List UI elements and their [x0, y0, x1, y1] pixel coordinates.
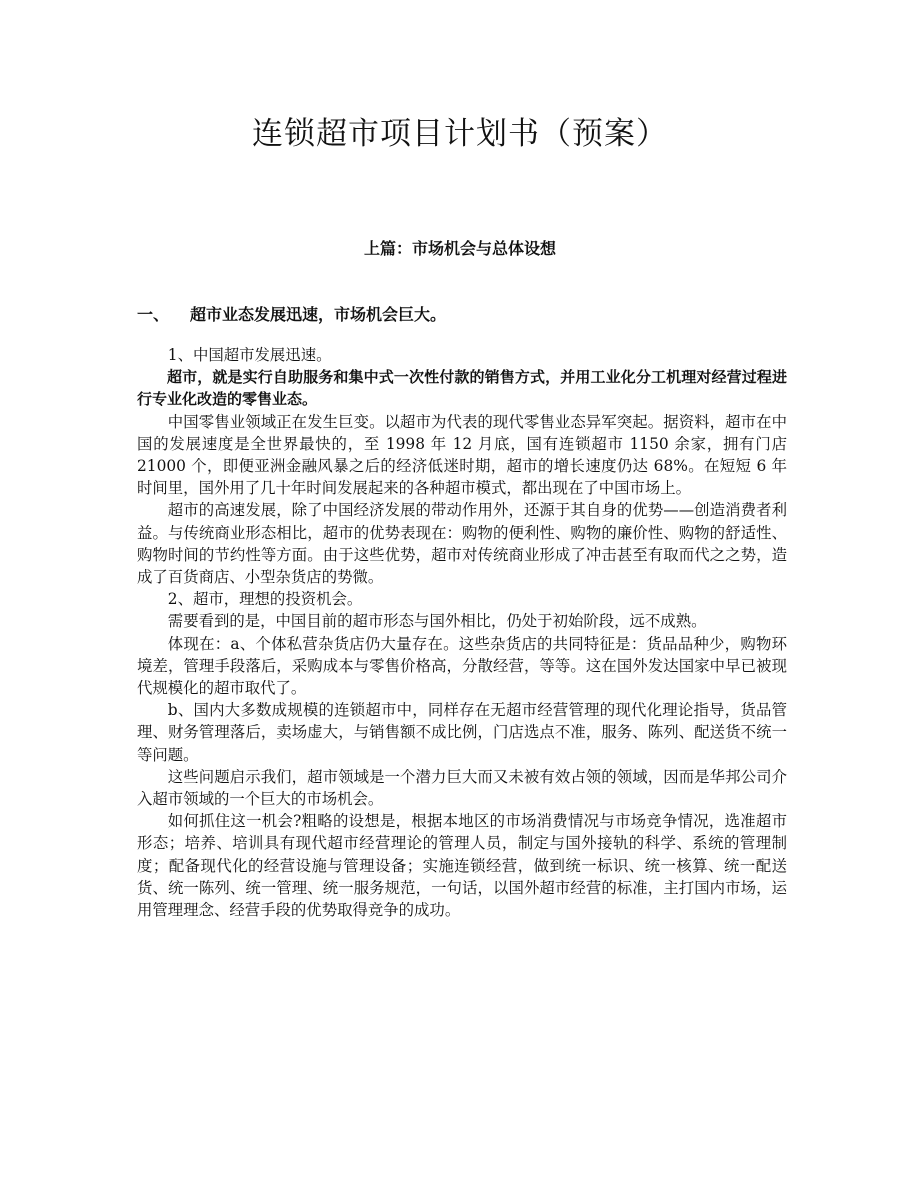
paragraph: 超市的高速发展，除了中国经济发展的带动作用外，还源于其自身的优势——创造消费者利益。与传统商业形态相比，超市的优势表现在：购物的便利性、购物的廉价性、购物的舒适性、购物时间的节约性等方面。由于这些优势，超市对传统商业形成了冲击甚至有取而代之之势，造成了百货商店、小型杂货店的势微。	[137, 501, 787, 587]
paragraph: 体现在：a、个体私营杂货店仍大量存在。这些杂货店的共同特征是：货品品种少，购物环境差，管理手段落后，采购成本与零售价格高，分散经营，等等。这在国外发达国家中早已被现代规模化的超市取代了。	[137, 634, 787, 698]
paragraph: b、国内大多数成规模的连锁超市中，同样存在无超市经营管理的现代化理论指导，货品管理、财务管理落后，卖场虚大，与销售额不成比例，门店选点不准，服务、陈列、配送货不统一等问题。	[137, 701, 787, 764]
document-body	[137, 344, 787, 921]
document-title: 连锁超市项目计划书（预案）	[252, 116, 668, 152]
paragraph: 这些问题启示我们，超市领域是一个潜力巨大而又未被有效占领的领域，因而是华邦公司介入超市领域的一个巨大的市场机会。	[137, 767, 787, 809]
paragraph-subheading-1: 1、中国超市发展迅速。	[167, 346, 332, 364]
section-number: 一、	[137, 305, 170, 324]
paragraph: 需要看到的是，中国目前的超市形态与国外相比，仍处于初始阶段，远不成熟。	[167, 612, 707, 631]
paragraph: 中国零售业领域正在发生巨变。以超市为代表的现代零售业态异军突起。据资料，超市在中国的发展速度是全世界最快的，至 1998 年 12 月底，国有连锁超市 1150 余家，拥有门店 21000 个，即便亚洲金融风暴之后的经济低迷时期，超市的增长速度仍达 68%。在短短 6 年时间里，国外用了几十年时间发展起来的各种超市模式，都出现在了中国市场上。	[137, 412, 787, 498]
paragraph-subheading-2: 2、超市，理想的投资机会。	[167, 590, 363, 609]
section-heading-text: 超市业态发展迅速，市场机会巨大。	[190, 305, 447, 324]
document-subtitle: 上篇：市场机会与总体设想	[363, 239, 556, 258]
paragraph-definition: 超市，就是实行自助服务和集中式一次性付款的销售方式，并用工业化分工机理对经营过程进行专业化改造的零售业态。	[137, 368, 787, 409]
section-heading	[137, 302, 797, 325]
paragraph: 如何抓住这一机会?粗略的设想是，根据本地区的市场消费情况与市场竞争情况，选准超市形态；培养、培训具有现代超市经营理论的管理人员，制定与国外接轨的科学、系统的管理制度；配备现代化的经营设施与管理设备；实施连锁经营，做到统一标识、统一核算、统一配送货、统一陈列、统一管理、统一服务规范，一句话，以国外超市经营的标准，主打国内市场，运用管理理念、经营手段的优势取得竞争的成功。	[137, 812, 787, 920]
